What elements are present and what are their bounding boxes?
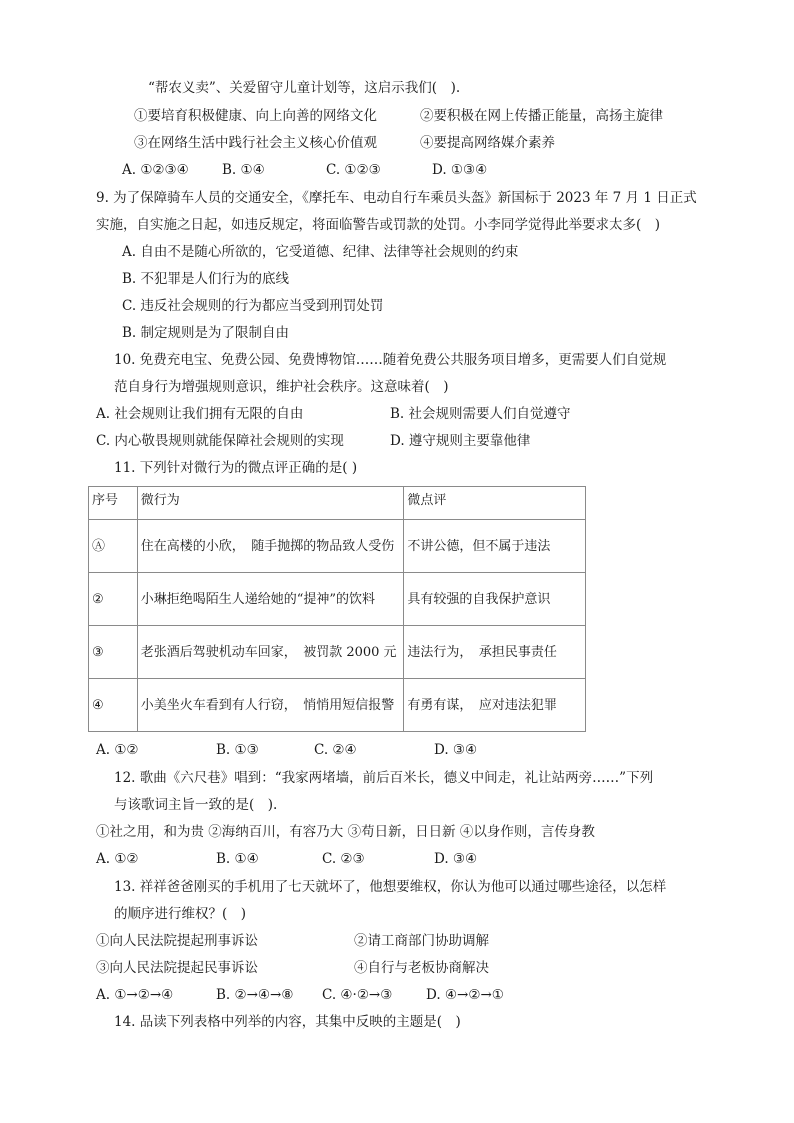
q8-stem: “帮农义卖”、关爱留守儿童计划等，这启示我们( ). (148, 80, 461, 96)
q8-choice-c: C. ①②③ (326, 162, 381, 178)
table-cell-behavior: 小琳拒绝喝陌生人递给她的“提神”的饮料 (137, 573, 404, 626)
q10-stem-line1: 10. 免费充电宝、免费公园、免费博物馆……随着免费公共服务项目增多，更需要人们自觉规 (114, 352, 667, 368)
q10-choice-c: C. 内心敬畏规则就能保障社会规则的实现 (96, 433, 344, 449)
q8-option-1: ①要培育积极健康、向上向善的网络文化 (134, 108, 377, 124)
q10-choice-a: A. 社会规则让我们拥有无限的自由 (96, 406, 304, 422)
q13-choice-d: D. ④→②→① (426, 987, 504, 1003)
q11-choice-c: C. ②④ (314, 742, 357, 758)
q12-choice-c: C. ②③ (322, 851, 365, 867)
q12-choice-a: A. ①② (96, 851, 139, 867)
q10-stem-line2: 范自身行为增强规则意识，维护社会秩序。这意味着( ) (114, 379, 449, 395)
table-row (89, 520, 586, 573)
table-cell-number: ④ (89, 679, 138, 732)
q13-option-3: ③向人民法院提起民事诉讼 (96, 960, 258, 976)
q13-choice-c: C. ④·②→③ (322, 987, 393, 1003)
q8-choice-d: D. ①③④ (432, 162, 488, 178)
table-header-row (89, 487, 586, 520)
table-cell-number: ② (89, 573, 138, 626)
table-row (89, 573, 586, 626)
q8-choice-a: A. ①②③④ (122, 162, 189, 178)
q9-choice-c: C. 违反社会规则的行为都应当受到刑罚处罚 (122, 298, 384, 314)
q11-choice-b: B. ①③ (216, 742, 259, 758)
table-row (89, 626, 586, 679)
table-cell-behavior: 住在高楼的小欣， 随手抛掷的物品致人受伤 (137, 520, 404, 573)
table-cell-behavior: 老张酒后驾驶机动车回家， 被罚款 2000 元 (137, 626, 404, 679)
q14-stem: 14. 品读下列表格中列举的内容，其集中反映的主题是( ) (114, 1014, 461, 1030)
q13-option-4: ④自行与老板协商解决 (354, 960, 489, 976)
q9-choice-b: B. 不犯罪是人们行为的底线 (122, 271, 290, 287)
table-header-cell: 微行为 (137, 487, 404, 520)
q10-choice-b: B. 社会规则需要人们自觉遵守 (390, 406, 571, 422)
q12-choice-b: B. ①④ (216, 851, 259, 867)
q12-choice-d: D. ③④ (434, 851, 478, 867)
q9-choice-a: A. 自由不是随心所欲的，它受道德、纪律、法律等社会规则的约束 (122, 244, 519, 260)
q13-option-2: ②请工商部门协助调解 (354, 933, 489, 949)
q8-option-2: ②要积极在网上传播正能量，高扬主旋律 (420, 108, 663, 124)
q12-options: ①社之用，和为贵 ②海纳百川，有容乃大 ③苟日新，日日新 ④以身作则，言传身教 (96, 824, 595, 840)
q12-stem-line1: 12. 歌曲《六尺巷》唱到：“我家两堵墙，前后百米长，德义中间走，礼让站两旁……”下列 (114, 770, 654, 786)
table-row (89, 679, 586, 732)
q13-stem-line2: 的顺序进行维权？( ) (114, 906, 247, 922)
table-cell-comment: 不讲公德，但不属于违法 (404, 520, 586, 573)
q8-choice-b: B. ①④ (222, 162, 265, 178)
micro-behavior-table (88, 486, 586, 732)
q13-stem-line1: 13. 祥祥爸爸刚买的手机用了七天就坏了，他想要维权，你认为他可以通过哪些途径，以怎样 (114, 879, 667, 895)
table-cell-behavior: 小美坐火车看到有人行窃， 悄悄用短信报警 (137, 679, 404, 732)
q13-option-1: ①向人民法院提起刑事诉讼 (96, 933, 258, 949)
table-cell-comment: 具有较强的自我保护意识 (404, 573, 586, 626)
q11-choice-d: D. ③④ (434, 742, 478, 758)
q13-choice-a: A. ①→②→④ (96, 987, 174, 1003)
q10-choice-d: D. 遵守规则主要靠他律 (390, 433, 531, 449)
q9-choice-d: B. 制定规则是为了限制自由 (122, 325, 290, 341)
q13-choice-b: B. ②→④→⑧ (216, 987, 294, 1003)
table-cell-number: Ⓐ (89, 520, 138, 573)
q9-stem-line2: 实施，自实施之日起，如违反规定，将面临警告或罚款的处罚。小李同学觉得此举要求太多( ) (96, 217, 661, 233)
q11-stem: 11. 下列针对微行为的微点评正确的是( ) (114, 460, 358, 476)
q12-stem-line2: 与该歌词主旨一致的是( ). (114, 797, 278, 813)
q9-stem-line1: 9. 为了保障骑车人员的交通安全，《摩托车、电动自行车乘员头盔》新国标于 2023 年 7 月 1 日正式 (96, 190, 697, 206)
table-cell-number: ③ (89, 626, 138, 679)
table-header-cell: 微点评 (404, 487, 586, 520)
q8-option-4: ④要提高网络媒介素养 (420, 135, 555, 151)
q8-option-3: ③在网络生活中践行社会主义核心价值观 (134, 135, 377, 151)
table-cell-comment: 有勇有谋， 应对违法犯罪 (404, 679, 586, 732)
q11-choice-a: A. ①② (96, 742, 139, 758)
table-header-cell: 序号 (89, 487, 138, 520)
table-cell-comment: 违法行为， 承担民事责任 (404, 626, 586, 679)
